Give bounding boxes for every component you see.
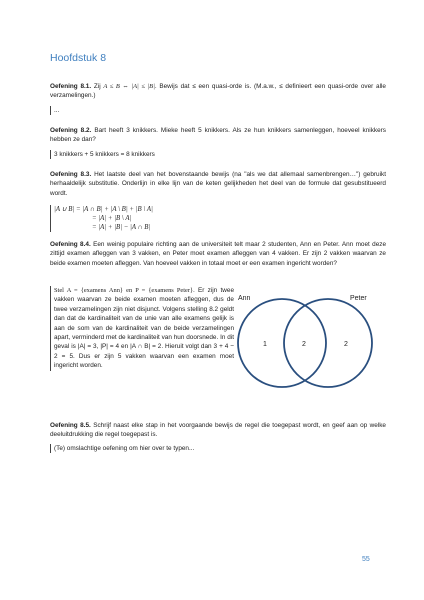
exercise-8-1-answer: ...: [50, 106, 390, 115]
exercise-text: Schrijf naast elke stap in het voorgaande bewijs de regel die toegepast wordt, en geef aan op welke deeluitdrukking die regel toegepast is.: [50, 422, 386, 439]
page-number: 55: [362, 556, 370, 563]
venn-label-peter: Peter: [350, 295, 367, 302]
answer-definition: Stel A = {examens Ann} en P = {examens Peter}.: [54, 287, 195, 294]
venn-count-ann-only: 1: [263, 341, 267, 348]
venn-label-ann: Ann: [238, 295, 251, 302]
venn-count-peter-only: 2: [344, 341, 348, 348]
exercise-label: Oefening 8.2.: [50, 127, 92, 134]
exercise-text: . Bewijs dat ≤ een quasi-orde is. (M.a.w., ≤ definieert een quasi-orde over alle verzamelingen.): [50, 83, 386, 100]
derivation-line: = |A| + |B| − |A ∩ B|: [92, 224, 151, 231]
derivation-line: |A ∪ B| = |A ∩ B| + |A \ B| + |B \ A|: [54, 206, 153, 213]
exercise-8-3-derivation: [50, 205, 153, 232]
exercise-text: Bart heeft 3 knikkers. Mieke heeft 5 knikkers. Als ze hun knikkers samenleggen, hoeveel knikkers hebben ze dan?: [50, 127, 386, 144]
exercise-label: Oefening 8.5.: [50, 422, 91, 429]
exercise-8-2: [50, 126, 386, 145]
derivation-line: = |A| + |B \ A|: [92, 215, 132, 222]
exercise-text: Het laatste deel van het bovenstaande bewijs (na "als we dat allemaal samenbrengen…") gebruikt herhaaldelijk substitutie. Onderlijn in elke lijn van de keten gelijkheden het deel van de formule dat gesubstitueerd wordt.: [50, 171, 386, 197]
exercise-label: Oefening 8.4.: [50, 241, 91, 248]
exercise-8-4: [50, 240, 386, 268]
answer-text: Er zijn twee vakken waarvan ze beide examen moeten afleggen, dus de twee verzamelingen zijn niet disjunct. Volgens stelling 8.2 geldt dan dat de kardinaliteit van de unie van alle examens gelijk is aan de som van de kardinaliteit van de beide verzamelingen apart, verminderd met de kardinaliteit van hun doorsnede. In dit geval is |A| = 3, |P| = 4 en |A ∩ B| = 2. Hieruit volgt dan 3 + 4 − 2 = 5. Dus er zijn 5 vakken waarvan een examen moet ingericht worden.: [54, 287, 235, 370]
exercise-text: Zij: [93, 83, 101, 90]
exercise-8-5-answer: (Te) omslachtige oefening om hier over te typen...: [50, 444, 390, 453]
venn-circle-ann: [238, 299, 326, 387]
exercise-8-4-answer: [50, 286, 234, 371]
venn-diagram: [232, 288, 382, 393]
exercise-label: Oefening 8.3.: [50, 171, 92, 178]
exercise-formula: A ≤ B ⇔ |A| ≤ |B|: [103, 83, 155, 90]
venn-count-both: 2: [302, 341, 306, 348]
exercise-8-3: [50, 170, 386, 198]
exercise-label: Oefening 8.1.: [50, 83, 92, 90]
exercise-8-2-answer: 3 knikkers + 5 knikkers = 8 knikkers: [50, 150, 390, 159]
exercise-text: Een weinig populaire richting aan de universiteit telt maar 2 studenten, Ann en Peter. Ann moet deze zittijd examen afleggen van 3 vakken, en Peter moet examen afleggen van 4 vakken. Er zijn 2 vakken waarvan ze beide examen moeten afleggen. Van hoeveel vakken in totaal moet er een examen ingericht worden?: [50, 241, 386, 267]
exercise-8-1: [50, 82, 386, 101]
chapter-title: Hoofdstuk 8: [50, 52, 107, 64]
exercise-8-5: [50, 421, 386, 440]
venn-circle-peter: [284, 299, 372, 387]
